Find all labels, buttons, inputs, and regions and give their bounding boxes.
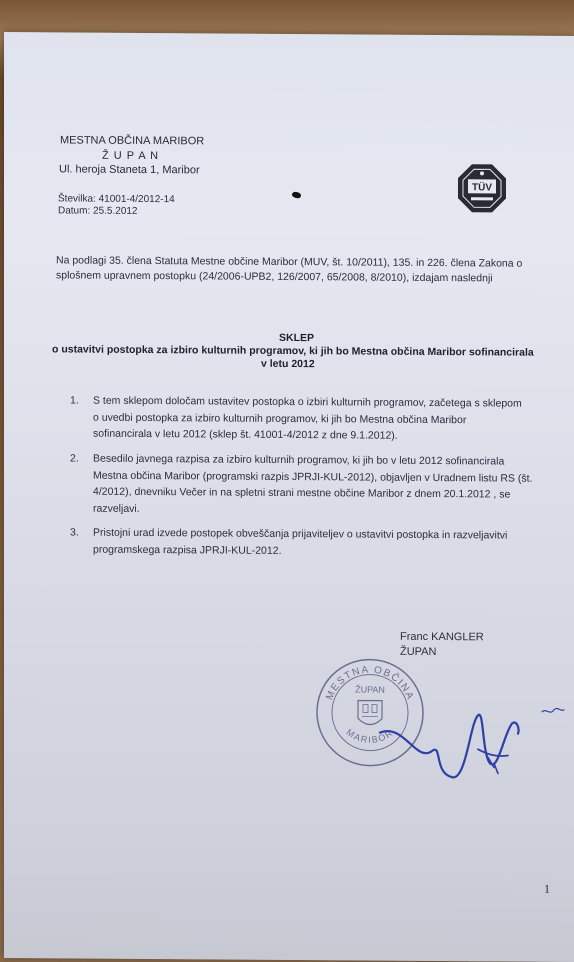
resolution-subject-line: o ustavitvi postopka za izbiro kulturnih programov, ki jih bo Mestna občina Maribor sofinancirala [52, 343, 534, 359]
list-item-line: programskega razpisa JPRJI-KUL-2012. [93, 543, 282, 557]
list-item-line: 4/2012), dnevniku Večer in na spletni strani mestne občine Maribor z dnem 20.1.2012 , se [93, 485, 511, 501]
list-item-line: S tem sklepom določam ustavitev postopka o izbiri kulturnih programov, začetega s sklepom [93, 394, 522, 410]
list-item-line: Pristojni urad izvede postopek obveščanja prijaviteljev o ustavitvi postopka in razveljavitvi [93, 526, 508, 542]
signatory-role: ŽUPAN [400, 645, 437, 659]
document-page [4, 32, 574, 962]
list-item [70, 450, 550, 515]
list-item-line: sofinancirala v letu 2012 (sklep št. 41001-4/2012 z dne 9.1.2012). [93, 427, 398, 442]
signatory-name: Franc KANGLER [400, 630, 484, 644]
list-item-line: Besedilo javnega razpisa za izbiro kulturnih programov, ki jih bo v letu 2012 sofinancirala [93, 452, 505, 468]
list-item [70, 392, 550, 442]
document-number: Številka: 41001-4/2012-14 [58, 193, 175, 206]
resolution-subject-line: v letu 2012 [261, 357, 315, 371]
stamp-middle-text: ŽUPAN [355, 684, 385, 695]
stamp-bottom-text: MARIBOR [344, 727, 396, 745]
list-item-number: 2. [70, 452, 79, 465]
org-address: Ul. heroja Staneta 1, Maribor [59, 163, 200, 177]
ink-speck [291, 191, 302, 200]
list-item-line: Mestna občina Maribor (programski razpis JPRJI-KUL-2012), objavljen v Uradnem listu RS (št. [93, 469, 533, 485]
preamble-line: splošnem upravnem postopku (24/2006-UPB2, 126/2007, 65/2008, 8/2010), izdajam naslednji [56, 269, 493, 285]
org-name: MESTNA OBČINA MARIBOR [60, 134, 205, 148]
org-office: Ž U P A N [102, 149, 160, 163]
page-number: 1 [544, 881, 550, 896]
list-item [70, 524, 550, 557]
stamp-top-text: MESTNA OBČINA [324, 664, 416, 703]
list-item-line: o uvedbi postopka za izbiro kulturnih programov, ki jih bo Mestna občina Maribor [93, 411, 467, 426]
handwritten-signature [374, 693, 574, 794]
list-item-line: razveljavi. [93, 502, 140, 515]
document-date: Datum: 25.5.2012 [58, 205, 138, 217]
list-item-number: 3. [70, 526, 79, 539]
tuv-logo-text: TÜV [472, 182, 492, 194]
list-item-number: 1. [70, 394, 79, 407]
tuv-certification-logo-icon [456, 162, 508, 214]
resolution-heading: SKLEP [279, 331, 315, 345]
preamble-line: Na podlagi 35. člena Statuta Mestne občine Maribor (MUV, št. 10/2011), 135. in 226. člena Zakona o [56, 254, 523, 270]
